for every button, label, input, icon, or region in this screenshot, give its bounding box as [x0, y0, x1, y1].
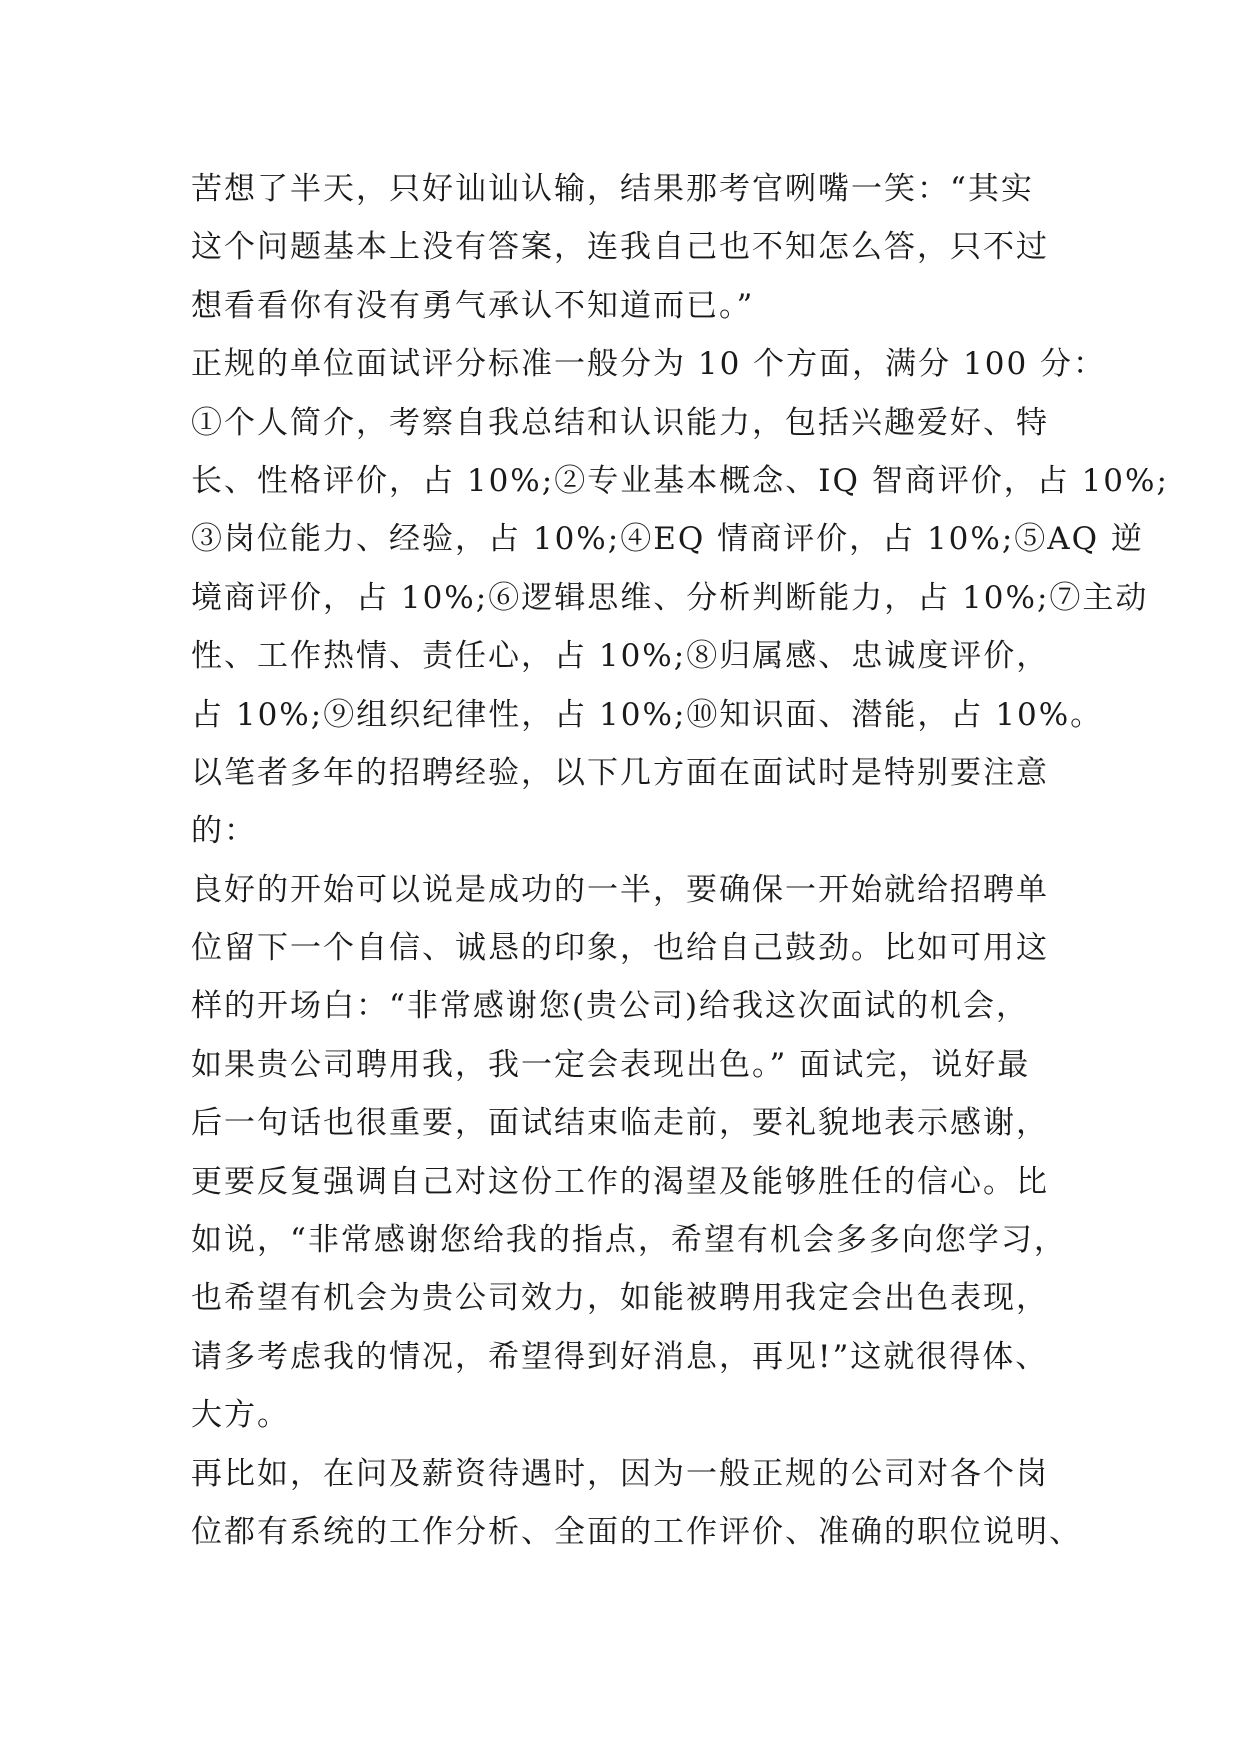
text-line: 位留下一个自信、诚恳的印象，也给自己鼓劲。比如可用这 [191, 930, 1049, 967]
text-line: ①个人简介，考察自我总结和认识能力，包括兴趣爱好、特 [191, 404, 1049, 441]
text-line: ③岗位能力、经验，占 10%;④EQ 情商评价，占 10%;⑤AQ 逆 [191, 521, 1144, 558]
text-line: 也希望有机会为贵公司效力，如能被聘用我定会出色表现， [191, 1280, 1049, 1317]
text-line: 境商评价，占 10%;⑥逻辑思维、分析判断能力，占 10%;⑦主动 [191, 579, 1149, 616]
text-line: 苦想了半天，只好讪讪认输，结果那考官咧嘴一笑：“其实 [191, 171, 1034, 207]
text-line: 再比如，在问及薪资待遇时，因为一般正规的公司对各个岗 [191, 1455, 1049, 1492]
text-line: 想看看你有没有勇气承认不知道而已。” [191, 287, 755, 324]
text-line: 良好的开始可以说是成功的一半，要确保一开始就给招聘单 [191, 871, 1049, 908]
text-line: 请多考虑我的情况，希望得到好消息，再见!”这就很得体、 [191, 1338, 1049, 1375]
text-line: 如果贵公司聘用我，我一定会表现出色。” 面试完，说好最 [191, 1046, 1031, 1083]
text-line: 性、工作热情、责任心，占 10%;⑧归属感、忠诚度评价， [191, 638, 1050, 675]
text-line: 样的开场白：“非常感谢您(贵公司)给我这次面试的机会， [191, 988, 1030, 1025]
text-line: 如说，“非常感谢您给我的指点，希望有机会多多向您学习， [191, 1222, 1067, 1259]
text-line: 正规的单位面试评分标准一般分为 10 个方面，满分 100 分： [191, 346, 1107, 383]
text-line: 的： [191, 813, 257, 850]
text-line: 长、性格评价，占 10%;②专业基本概念、IQ 智商评价，占 10%; [191, 462, 1169, 499]
text-line: 以笔者多年的招聘经验，以下几方面在面试时是特别要注意 [191, 754, 1049, 791]
text-line: 后一句话也很重要，面试结束临走前，要礼貌地表示感谢， [191, 1105, 1049, 1142]
body-text [191, 160, 1169, 1561]
text-line: 大方。 [191, 1397, 290, 1434]
text-line: 这个问题基本上没有答案，连我自己也不知怎么答，只不过 [191, 229, 1049, 266]
text-line: 更要反复强调自己对这份工作的渴望及能够胜任的信心。比 [191, 1163, 1049, 1200]
text-line: 占 10%;⑨组织纪律性，占 10%;⑩知识面、潜能，占 10%。 [191, 696, 1104, 733]
text-line: 位都有系统的工作分析、全面的工作评价、准确的职位说明、 [191, 1513, 1082, 1550]
